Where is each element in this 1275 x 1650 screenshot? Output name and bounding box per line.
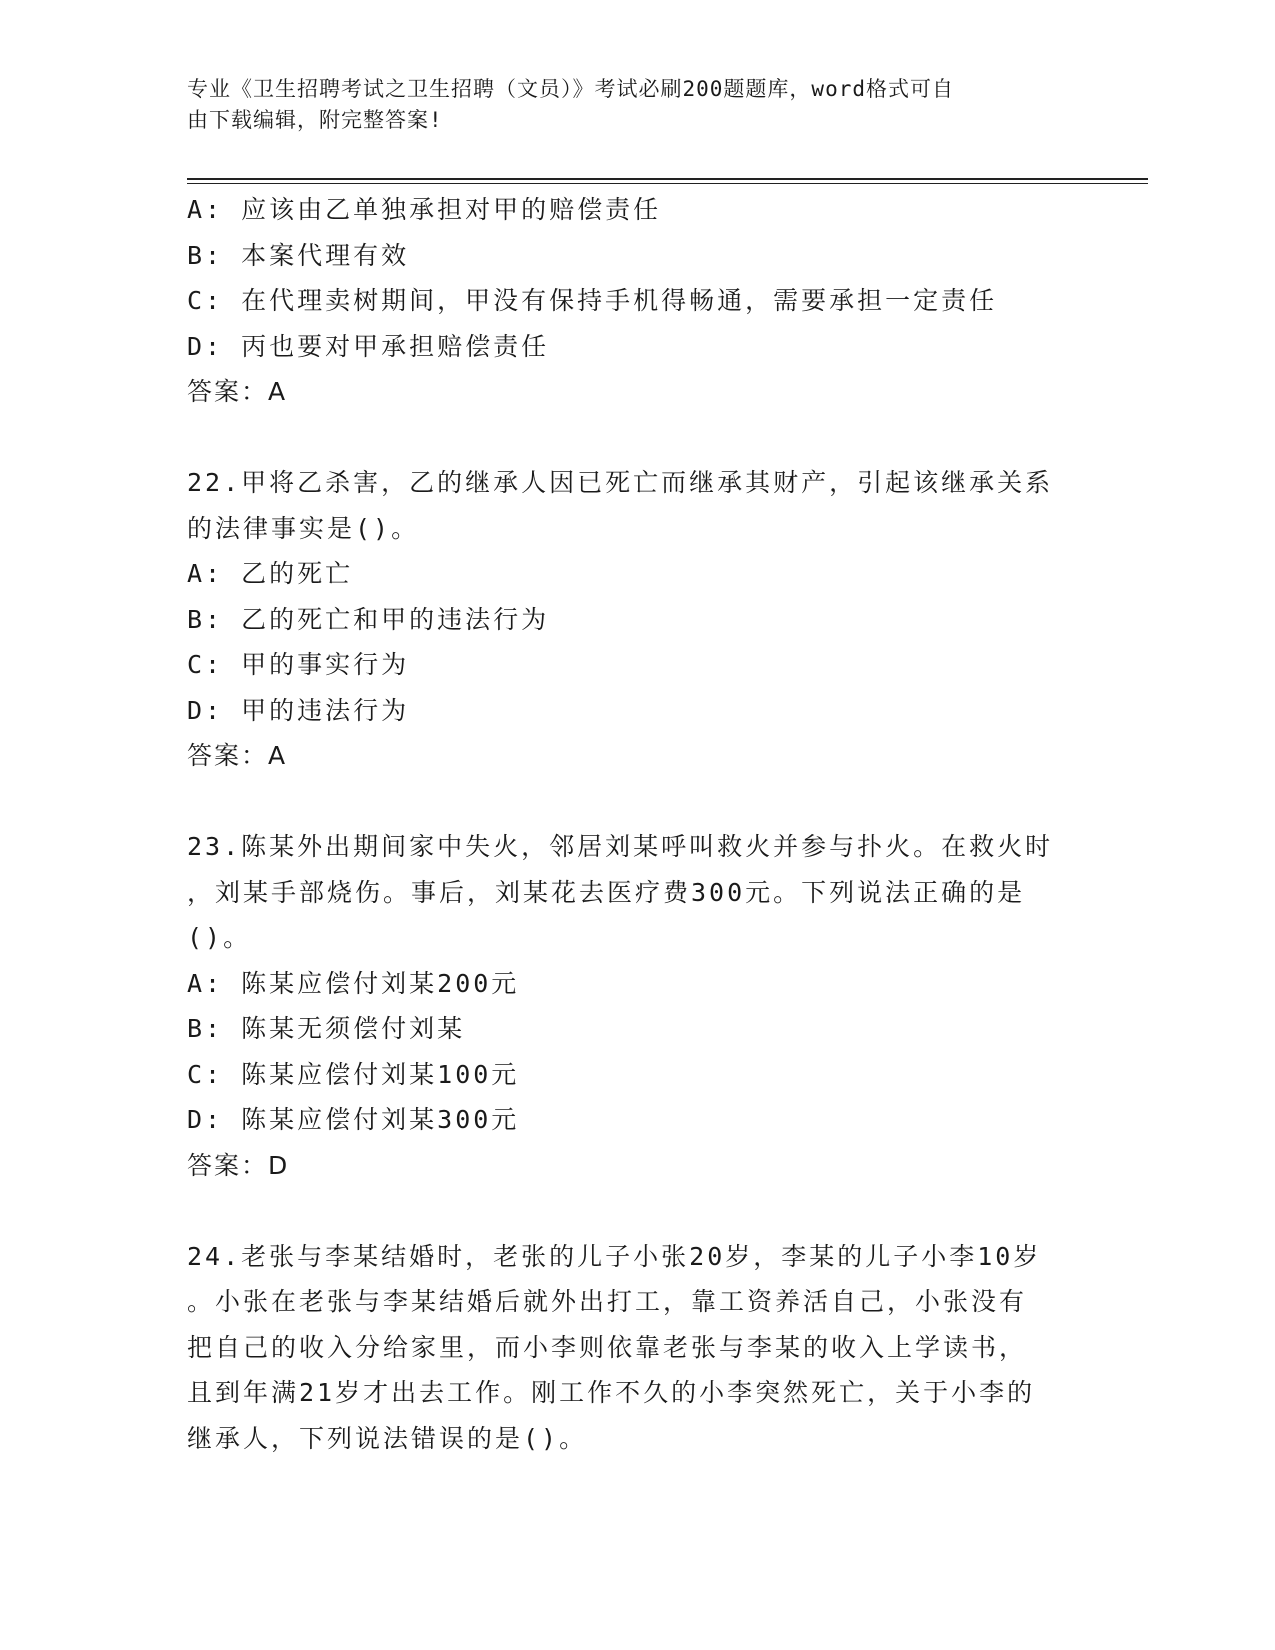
stem-line: 24.老张与李某结婚时，老张的儿子小张20岁，李某的儿子小李10岁	[187, 1241, 1042, 1271]
answer: 答案：A	[187, 741, 288, 770]
option-b: B: 乙的死亡和甲的违法行为	[187, 604, 550, 634]
answer: 答案：D	[187, 1150, 290, 1180]
option-c: C: 陈某应偿付刘某100元	[187, 1059, 520, 1089]
question-21	[187, 187, 1077, 415]
stem-line: 22.甲将乙杀害，乙的继承人因已死亡而继承其财产，引起该继承关系	[187, 468, 1054, 497]
question-content	[187, 187, 1077, 1461]
stem-line: 且到年满21岁才出去工作。刚工作不久的小李突然死亡，关于小李的	[187, 1378, 1036, 1407]
stem-line: 的法律事实是()。	[187, 513, 420, 543]
spacer	[187, 415, 1077, 461]
option-a: A: 乙的死亡	[187, 559, 354, 588]
stem-line: 把自己的收入分给家里，而小李则依靠老张与李某的收入上学读书，	[187, 1332, 1028, 1362]
header-divider-thin	[187, 183, 1148, 184]
spacer	[187, 1188, 1077, 1234]
document-header	[187, 74, 1067, 136]
stem-line: 。小张在老张与李某结婚后就外出打工，靠工资养活自己，小张没有	[187, 1287, 1028, 1316]
question-stem	[187, 1234, 1077, 1462]
option-d: D: 陈某应偿付刘某300元	[187, 1105, 520, 1134]
option-d: D: 甲的违法行为	[187, 695, 410, 725]
stem-line: ()。	[187, 923, 252, 952]
stem-line: ，刘某手部烧伤。事后，刘某花去医疗费300元。下列说法正确的是	[187, 877, 1026, 907]
option-a: A: 应该由乙单独承担对甲的赔偿责任	[187, 195, 662, 224]
stem-line: 继承人，下列说法错误的是()。	[187, 1423, 588, 1453]
option-d: D: 丙也要对甲承担赔偿责任	[187, 331, 550, 361]
question-24	[187, 1234, 1077, 1462]
stem-line: 23.陈某外出期间家中失火，邻居刘某呼叫救火并参与扑火。在救火时	[187, 832, 1054, 861]
header-line-2: 由下载编辑，附完整答案!	[187, 108, 443, 132]
answer: 答案：A	[187, 377, 288, 406]
header-line-1: 专业《卫生招聘考试之卫生招聘（文员）》考试必刷200题题库，word格式可自	[187, 77, 954, 101]
question-stem	[187, 460, 1077, 551]
spacer	[187, 779, 1077, 825]
question-22	[187, 460, 1077, 779]
question-23	[187, 824, 1077, 1188]
option-b: B: 本案代理有效	[187, 240, 410, 270]
option-b: B: 陈某无须偿付刘某	[187, 1014, 466, 1043]
option-a: A: 陈某应偿付刘某200元	[187, 968, 520, 998]
option-c: C: 甲的事实行为	[187, 650, 410, 679]
header-divider-thick	[187, 178, 1148, 180]
question-stem	[187, 824, 1077, 961]
option-c: C: 在代理卖树期间，甲没有保持手机得畅通，需要承担一定责任	[187, 286, 998, 315]
